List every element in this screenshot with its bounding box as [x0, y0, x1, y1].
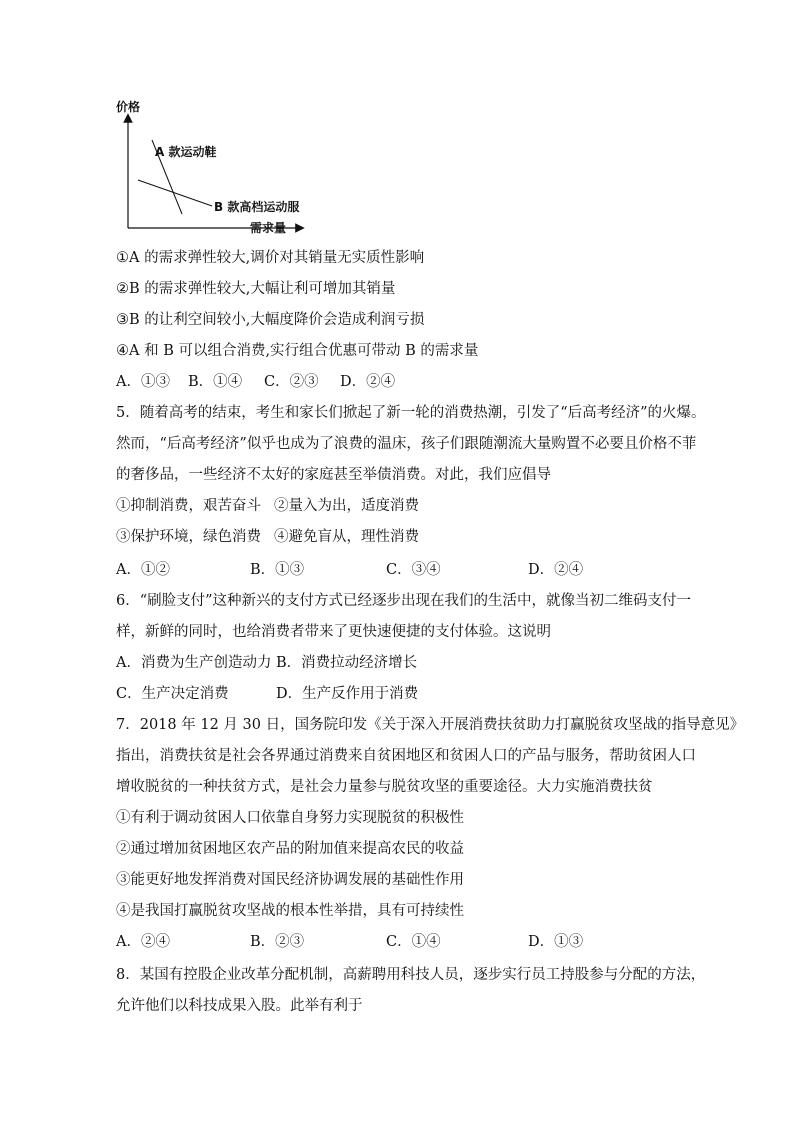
x-axis-label: 需求量	[250, 221, 287, 235]
q5-statement-2: ②量入为出，适度消费	[274, 498, 419, 514]
q5-stem-line-1: 5．随着高考的结束，考生和家长们掀起了新一轮的消费热潮，引发了“后高考经济”的火爆。	[116, 405, 706, 421]
q6-option-b: B．消费拉动经济增长	[276, 655, 418, 671]
q4-statement-3: ③B 的让利空间较小,大幅度降价会造成利润亏损	[116, 312, 425, 328]
q5-stem-line-2: 然而，“后高考经济”似乎也成为了浪费的温床，孩子们跟随潮流大量购置不必要且价格不菲	[116, 436, 697, 452]
curve-b	[138, 180, 212, 206]
q4-statement-1: ①A 的需求弹性较大,调价对其销量无实质性影响	[116, 250, 425, 266]
q6-option-d: D．生产反作用于消费	[276, 686, 419, 702]
q6-option-a: A．消费为生产创造动力	[116, 655, 272, 671]
demand-curve-figure	[108, 110, 308, 235]
q5-stem-line-3: 的奢侈品，一些经济不太好的家庭甚至举债消费。对此，我们应倡导	[116, 467, 551, 483]
q5-statement-4: ④避免盲从，理性消费	[274, 529, 419, 545]
q5-statement-3: ③保护环境，绿色消费	[116, 529, 261, 545]
q5-option-b: B．①③	[250, 562, 305, 578]
q4-statement-4: ④A 和 B 可以组合消费,实行组合优惠可带动 B 的需求量	[116, 343, 479, 359]
q4-option-a: A．①③	[116, 374, 170, 390]
q7-option-a: A．②④	[116, 934, 170, 950]
q4-option-c: C．②③	[264, 374, 319, 390]
q7-stem-line-1: 7．2018 年 12 月 30 日，国务院印发《关于深入开展消费扶贫助力打赢脱贫攻坚战的指导意见》	[116, 717, 745, 733]
q5-option-a: A．①②	[116, 562, 170, 578]
q6-option-c: C．生产决定消费	[116, 686, 229, 702]
q5-option-d: D．②④	[528, 562, 584, 578]
y-axis-label: 价格	[116, 100, 141, 114]
q7-statement-1: ①有利于调动贫困人口依靠自身努力实现脱贫的积极性	[116, 810, 464, 826]
q6-stem-line-1: 6．“刷脸支付”这种新兴的支付方式已经逐步出现在我们的生活中，就像当初二维码支付一	[116, 593, 692, 609]
q7-statement-4: ④是我国打赢脱贫攻坚战的根本性举措，具有可持续性	[116, 903, 464, 919]
q4-option-b: B．①④	[188, 374, 243, 390]
q4-statement-2: ②B 的需求弹性较大,大幅让利可增加其销量	[116, 281, 396, 297]
q5-option-c: C．③④	[386, 562, 441, 578]
q7-statement-3: ③能更好地发挥消费对国民经济协调发展的基础性作用	[116, 872, 464, 888]
q7-statement-2: ②通过增加贫困地区农产品的附加值来提高农民的收益	[116, 841, 464, 857]
q8-stem-line-2: 允许他们以科技成果入股。此举有利于	[116, 998, 363, 1014]
curve-b-label: B 款高档运动服	[214, 200, 300, 214]
q8-stem-line-1: 8．某国有控股企业改革分配机制，高薪聘用科技人员，逐步实行员工持股参与分配的方法，	[116, 967, 706, 983]
q7-option-b: B．②③	[250, 934, 305, 950]
q7-stem-line-3: 增收脱贫的一种扶贫方式，是社会力量参与脱贫攻坚的重要途径。大力实施消费扶贫	[116, 779, 653, 795]
q4-option-d: D．②④	[340, 374, 396, 390]
q5-statement-1: ①抑制消费，艰苦奋斗	[116, 498, 261, 514]
q7-option-c: C．①④	[386, 934, 441, 950]
q6-stem-line-2: 样，新鲜的同时，也给消费者带来了更快速便捷的支付体验。这说明	[116, 624, 551, 640]
q7-stem-line-2: 指出，消费扶贫是社会各界通过消费来自贫困地区和贫困人口的产品与服务，帮助贫困人口	[116, 748, 696, 764]
q7-option-d: D．①③	[528, 934, 584, 950]
curve-a-label: A 款运动鞋	[155, 145, 217, 159]
